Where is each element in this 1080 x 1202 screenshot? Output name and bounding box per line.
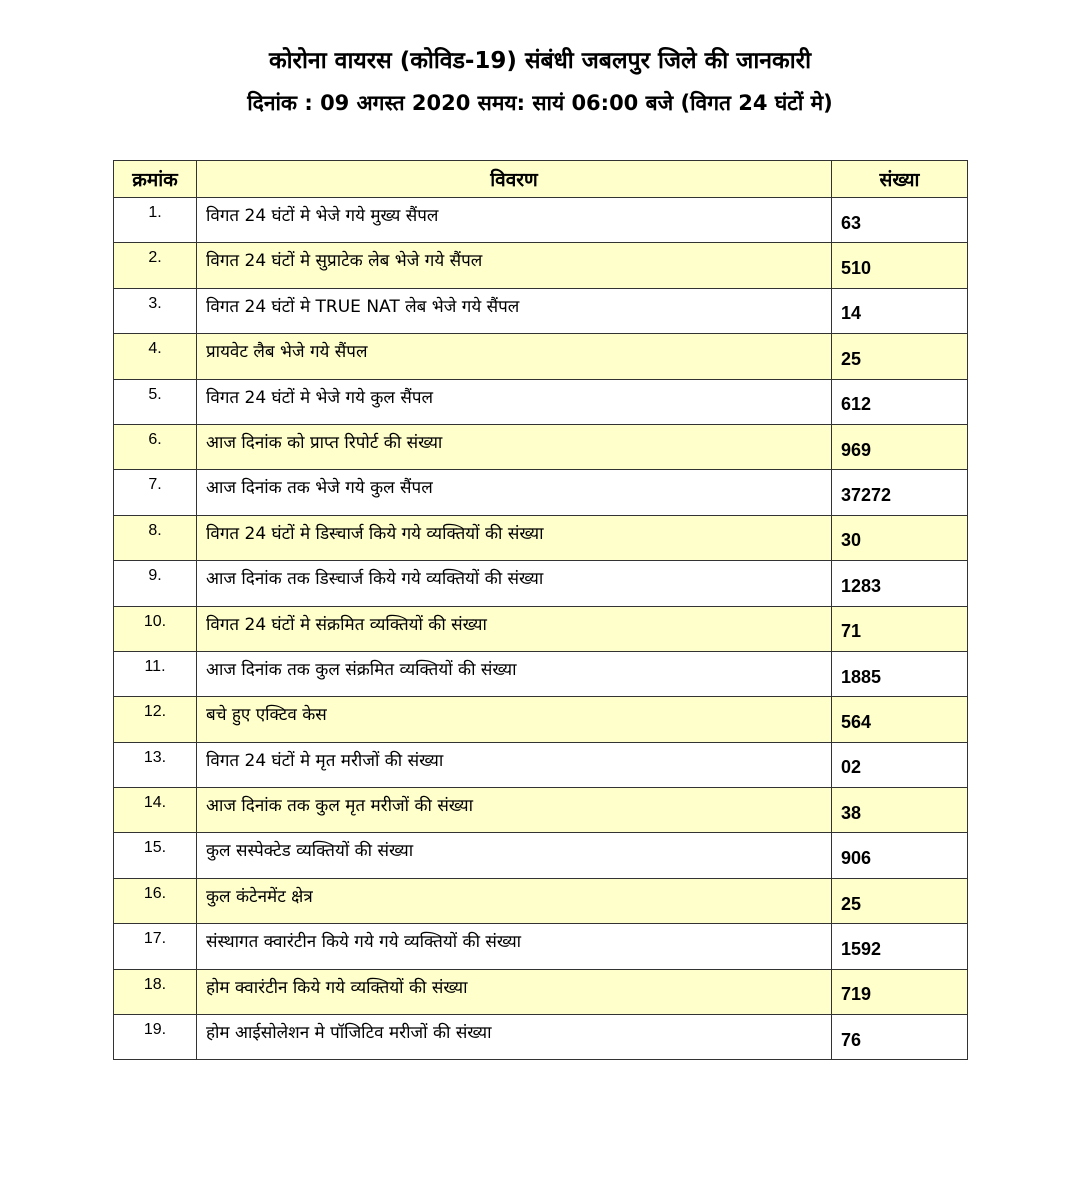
row-count: 1592: [832, 924, 968, 969]
row-serial: 11.: [114, 651, 197, 696]
table-row: [114, 878, 968, 923]
row-serial: 4.: [114, 334, 197, 379]
row-serial: 17.: [114, 924, 197, 969]
row-serial: 5.: [114, 379, 197, 424]
row-serial: 10.: [114, 606, 197, 651]
row-serial: 1.: [114, 198, 197, 243]
header-description: विवरण: [197, 161, 832, 198]
table-row: [114, 833, 968, 878]
row-serial: 18.: [114, 969, 197, 1014]
row-count: 1885: [832, 651, 968, 696]
row-count: 25: [832, 878, 968, 923]
row-description: बचे हुए एक्टिव केस: [197, 697, 832, 742]
row-description: विगत 24 घंटों मे भेजे गये कुल सैंपल: [197, 379, 832, 424]
row-count: 71: [832, 606, 968, 651]
table-row: [114, 969, 968, 1014]
table-body: [114, 198, 968, 1060]
row-count: 612: [832, 379, 968, 424]
row-description: कुल सस्पेक्टेड व्यक्तियों की संख्या: [197, 833, 832, 878]
table-row: [114, 470, 968, 515]
row-serial: 14.: [114, 788, 197, 833]
row-description: आज दिनांक तक कुल मृत मरीजों की संख्या: [197, 788, 832, 833]
table-header-row: [114, 161, 968, 198]
table-row: [114, 924, 968, 969]
row-count: 906: [832, 833, 968, 878]
row-count: 38: [832, 788, 968, 833]
table-row: [114, 288, 968, 333]
table-row: [114, 424, 968, 469]
row-serial: 16.: [114, 878, 197, 923]
row-description: विगत 24 घंटों मे डिस्चार्ज किये गये व्यक्तियों की संख्या: [197, 515, 832, 560]
row-count: 1283: [832, 561, 968, 606]
table-row: [114, 697, 968, 742]
row-serial: 9.: [114, 561, 197, 606]
row-serial: 12.: [114, 697, 197, 742]
row-count: 510: [832, 243, 968, 288]
row-count: 14: [832, 288, 968, 333]
header-serial: क्रमांक: [114, 161, 197, 198]
row-count: 63: [832, 198, 968, 243]
table-row: [114, 379, 968, 424]
row-serial: 6.: [114, 424, 197, 469]
row-count: 02: [832, 742, 968, 787]
row-serial: 15.: [114, 833, 197, 878]
table-row: [114, 198, 968, 243]
row-count: 37272: [832, 470, 968, 515]
row-description: विगत 24 घंटों मे सुप्राटेक लेब भेजे गये सैंपल: [197, 243, 832, 288]
row-description: होम क्वारंटीन किये गये व्यक्तियों की संख्या: [197, 969, 832, 1014]
table-row: [114, 606, 968, 651]
row-description: विगत 24 घंटों मे संक्रमित व्यक्तियों की संख्या: [197, 606, 832, 651]
document-title: कोरोना वायरस (कोविड-19) संबंधी जबलपुर जिले की जानकारी: [268, 48, 812, 74]
table-row: [114, 1015, 968, 1060]
table-row: [114, 561, 968, 606]
covid-report-table: [113, 160, 968, 1060]
table-row: [114, 788, 968, 833]
row-description: आज दिनांक तक डिस्चार्ज किये गये व्यक्तियों की संख्या: [197, 561, 832, 606]
row-count: 719: [832, 969, 968, 1014]
row-count: 30: [832, 515, 968, 560]
row-description: प्रायवेट लैब भेजे गये सैंपल: [197, 334, 832, 379]
row-serial: 13.: [114, 742, 197, 787]
header-count: संख्या: [832, 161, 968, 198]
row-description: आज दिनांक तक कुल संक्रमित व्यक्तियों की संख्या: [197, 651, 832, 696]
document-subtitle: दिनांक : 09 अगस्त 2020 समय: सायं 06:00 बजे (विगत 24 घंटों मे): [247, 91, 833, 115]
row-serial: 8.: [114, 515, 197, 560]
row-description: आज दिनांक तक भेजे गये कुल सैंपल: [197, 470, 832, 515]
row-count: 564: [832, 697, 968, 742]
table-row: [114, 515, 968, 560]
table-row: [114, 651, 968, 696]
row-description: संस्थागत क्वारंटीन किये गये गये व्यक्तियों की संख्या: [197, 924, 832, 969]
row-count: 969: [832, 424, 968, 469]
table-row: [114, 243, 968, 288]
row-count: 25: [832, 334, 968, 379]
row-serial: 3.: [114, 288, 197, 333]
row-serial: 2.: [114, 243, 197, 288]
row-description: विगत 24 घंटों मे मृत मरीजों की संख्या: [197, 742, 832, 787]
row-serial: 7.: [114, 470, 197, 515]
row-description: आज दिनांक को प्राप्त रिपोर्ट की संख्या: [197, 424, 832, 469]
row-description: कुल कंटेनमेंट क्षेत्र: [197, 878, 832, 923]
row-description: होम आईसोलेशन मे पॉजिटिव मरीजों की संख्या: [197, 1015, 832, 1060]
table-row: [114, 334, 968, 379]
row-description: विगत 24 घंटों मे भेजे गये मुख्य सैंपल: [197, 198, 832, 243]
row-count: 76: [832, 1015, 968, 1060]
row-serial: 19.: [114, 1015, 197, 1060]
table-row: [114, 742, 968, 787]
row-description: विगत 24 घंटों मे TRUE NAT लेब भेजे गये सैंपल: [197, 288, 832, 333]
